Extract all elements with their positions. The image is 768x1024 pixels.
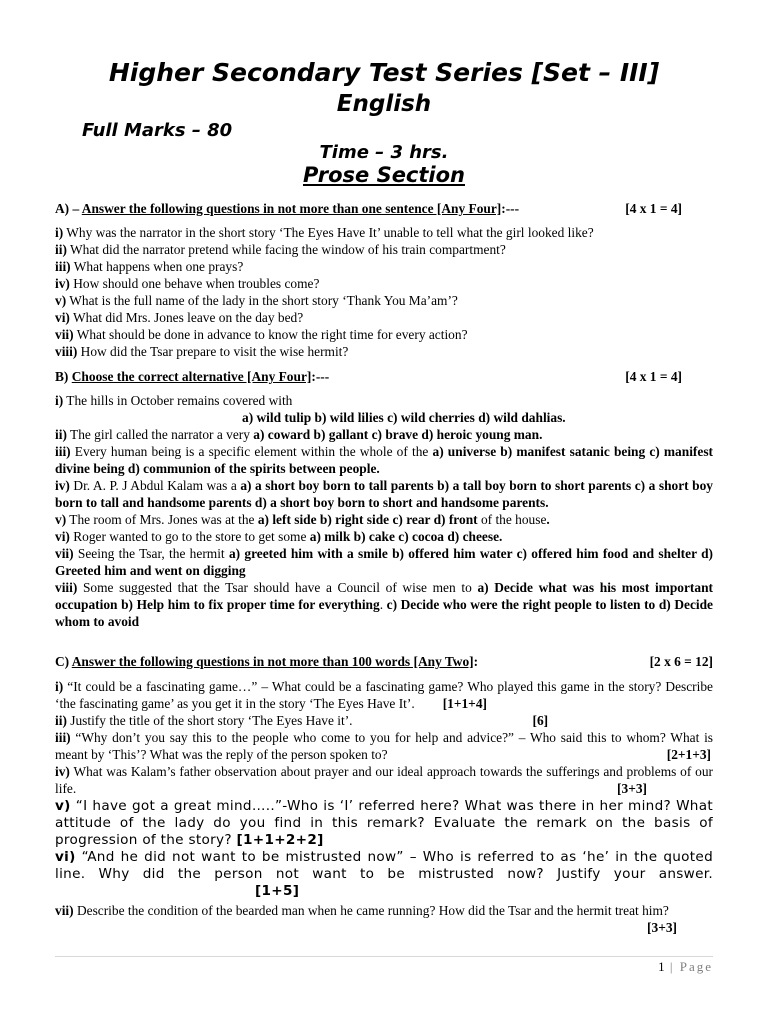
long-question: iii) “Why don’t you say this to the people who come to you for help and advice?” – Who said this to whom? What is meant by ‘This’? What was the reply of the person spoken to? [2+1+3] [55,730,713,762]
section-a-heading: A) – Answer the following questions in not more than one sentence [Any Four]:--- [4 x 1 = 4] [55,201,682,216]
section-a-marks: [4 x 1 = 4] [625,201,682,216]
section-b-heading: B) Choose the correct alternative [Any Four]:--- [4 x 1 = 4] [55,369,682,384]
mcq-item: iv) Dr. A. P. J Abdul Kalam was a a) a short boy born to tall parents b) a tall boy born to short parents c) a short boy born to tall and handsome parents d) a short boy born to short and handsome parents. [55,478,713,510]
question-item: iv) How should one behave when troubles come? [55,276,320,291]
section-a-instruction: Answer the following questions in not more than one sentence [Any Four] [81,201,502,216]
long-question: vii) Describe the condition of the bearded man when he came running? How did the Tsar and the hermit treat him? [3+3] [55,903,677,935]
section-c-heading: C) Answer the following questions in not more than 100 words [Any Two]: [2 x 6 = 12] [55,654,713,669]
question-item: ii) What did the narrator pretend while facing the window of his train compartment? [55,242,506,257]
footer-divider [55,956,713,957]
full-marks: Full Marks – 80 [82,120,233,141]
section-title: Prose Section [302,163,465,187]
section-c-marks: [2 x 6 = 12] [649,654,713,669]
page-number: 1 [658,959,665,974]
long-question: i) “It could be a fascinating game…” – What could be a fascinating game? Who played this game in the story? Describe ‘the fascinating game’ as you get it in the story ‘The Eyes Have It’. [1+1+4] [55,679,713,711]
time-allowed: Time – 3 hrs. [319,142,449,163]
section-b-questions [55,392,713,630]
section-b-instruction: Choose the correct alternative [Any Four] [71,369,312,384]
subject-title: English [336,91,432,117]
mcq-item: i) The hills in October remains covered with [55,393,293,408]
question-item: vii) What should be done in advance to know the right time for every action? [55,327,468,342]
long-question: vi) “And he did not want to be mistrusted now” – Who is referred to as ‘he’ in the quoted line. Why did the person not want to be mistrusted now? Justify your answer.[1+5] [55,849,713,899]
section-a-questions [55,224,713,360]
section-c-instruction: Answer the following questions in not more than 100 words [Any Two] [71,654,474,669]
long-question: ii) Justify the title of the short story ‘The Eyes Have it’. [6] [55,713,549,728]
section-b-marks: [4 x 1 = 4] [625,369,682,384]
mcq-options: a) wild tulip b) wild lilies c) wild cherries d) wild dahlias. [242,410,566,425]
mcq-item: vii) Seeing the Tsar, the hermit a) greeted him with a smile b) offered him water c) offered him food and shelter d) Greeted him and went on digging [55,546,713,578]
page-footer: 1 | Page [658,959,713,974]
question-item: viii) How did the Tsar prepare to visit the wise hermit? [55,344,349,359]
long-question: iv) What was Kalam’s father observation about prayer and our ideal approach towards the sufferings and problems of our life. [3+3] [55,764,713,796]
mcq-item: iii) Every human being is a specific element within the whole of the a) universe b) manifest satanic being c) manifest divine being d) communion of the spirits between people. [55,444,713,476]
section-c-questions [55,678,713,936]
mcq-item: viii) Some suggested that the Tsar should have a Council of wise men to a) Decide what was his most important occupation b) Help him to fix proper time for everything. c) Decide who were the right people to listen to d) Decide whom to avoid [55,580,714,629]
mcq-item: vi) Roger wanted to go to the store to get some a) milk b) cake c) cocoa d) cheese. [55,529,503,544]
question-item: vi) What did Mrs. Jones leave on the day bed? [55,310,304,325]
question-item: iii) What happens when one prays? [55,259,244,274]
page-label: Page [679,959,713,974]
question-item: v) What is the full name of the lady in the short story ‘Thank You Ma’am’? [55,293,458,308]
mcq-item: ii) The girl called the narrator a very a) coward b) gallant c) brave d) heroic young man. [55,427,543,442]
document-title: Higher Secondary Test Series [Set – III] [108,58,660,87]
long-question: v) “I have got a great mind…..”-Who is ‘I’ referred here? What was there in her mind? What attitude of the lady do you find in this remark? Evaluate the remark on the basis of progression of the story? [1+1+2+2] [55,798,713,848]
question-item: i) Why was the narrator in the short story ‘The Eyes Have It’ unable to tell what the girl looked like? [55,225,594,240]
mcq-item: v) The room of Mrs. Jones was at the a) left side b) right side c) rear d) front of the house. [55,512,550,527]
